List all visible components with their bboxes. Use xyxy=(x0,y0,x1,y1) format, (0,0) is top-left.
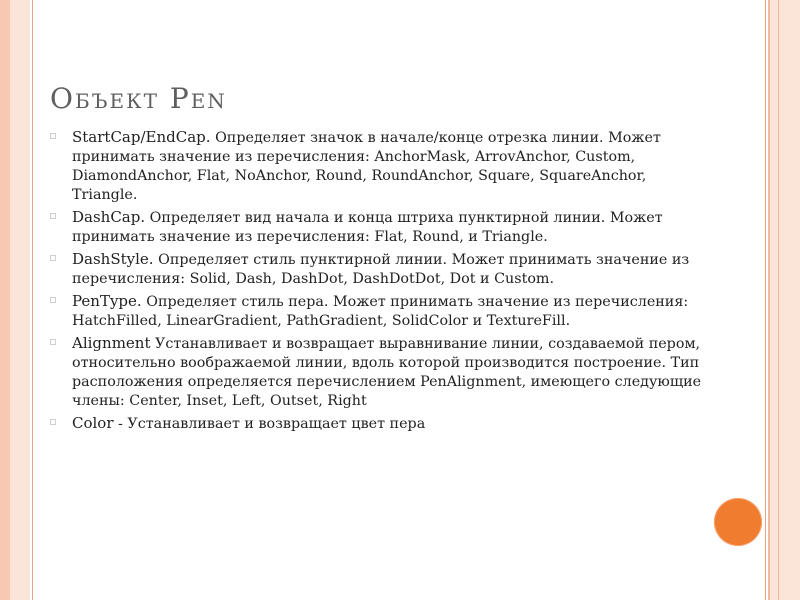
bullet-list xyxy=(50,128,710,437)
bullet-term: PenType. xyxy=(72,292,142,310)
bullet-item-color xyxy=(50,414,710,433)
bullet-square-icon xyxy=(50,255,56,261)
decorative-orange-circle xyxy=(714,498,762,546)
bullet-term: StartCap/EndCap. xyxy=(72,128,211,146)
bullet-description: - Устанавливает и возвращает цвет пера xyxy=(113,416,426,432)
left-border-outer xyxy=(0,0,10,600)
bullet-description: Определяет стиль пера. Может принимать значение из перечисления: HatchFilled, LinearGradient, PathGradient, SolidColor и TextureFill. xyxy=(72,294,689,329)
left-border-inner xyxy=(10,0,30,600)
bullet-square-icon xyxy=(50,133,56,139)
bullet-term: Alignment xyxy=(72,334,151,352)
bullet-item-dashstyle xyxy=(50,250,710,288)
right-border-line xyxy=(765,0,766,600)
right-border-outer xyxy=(770,0,800,600)
bullet-item-startcap xyxy=(50,128,710,204)
left-border-line xyxy=(32,0,33,600)
bullet-term: DashStyle. xyxy=(72,250,154,268)
bullet-square-icon xyxy=(50,213,56,219)
bullet-square-icon xyxy=(50,339,56,345)
bullet-description: Определяет значок в начале/конце отрезка линии. Может принимать значение из перечисления: AnchorMask, ArrovAnchor, Custom, DiamondAnchor, Flat, NoAnchor, Round, RoundAnchor, Square, SquareAnchor, Triangle. xyxy=(72,130,661,203)
bullet-item-dashcap xyxy=(50,208,710,246)
bullet-description: Определяет стиль пунктирной линии. Может принимать значение из перечисления: Solid, Dash, DashDot, DashDotDot, Dot и Custom. xyxy=(72,252,690,287)
bullet-square-icon xyxy=(50,419,56,425)
bullet-square-icon xyxy=(50,297,56,303)
bullet-item-alignment xyxy=(50,334,710,410)
bullet-item-pentype xyxy=(50,292,710,330)
bullet-description: Устанавливает и возвращает выравнивание линии, создаваемой пером, относительно воображаемой линии, вдоль которой производится построение. Тип расположения определяется перечислением PenAlignment, имеющего следующие члены: Center, Inset, Left, Outset, Right xyxy=(72,336,702,409)
bullet-description: Определяет вид начала и конца штриха пунктирной линии. Может принимать значение из перечисления: Flat, Round, и Triangle. xyxy=(72,210,663,245)
slide-title: Объект Pen xyxy=(50,82,227,115)
bullet-term: Color xyxy=(72,414,114,432)
right-border-line-outer xyxy=(778,0,779,600)
bullet-term: DashCap. xyxy=(72,208,146,226)
